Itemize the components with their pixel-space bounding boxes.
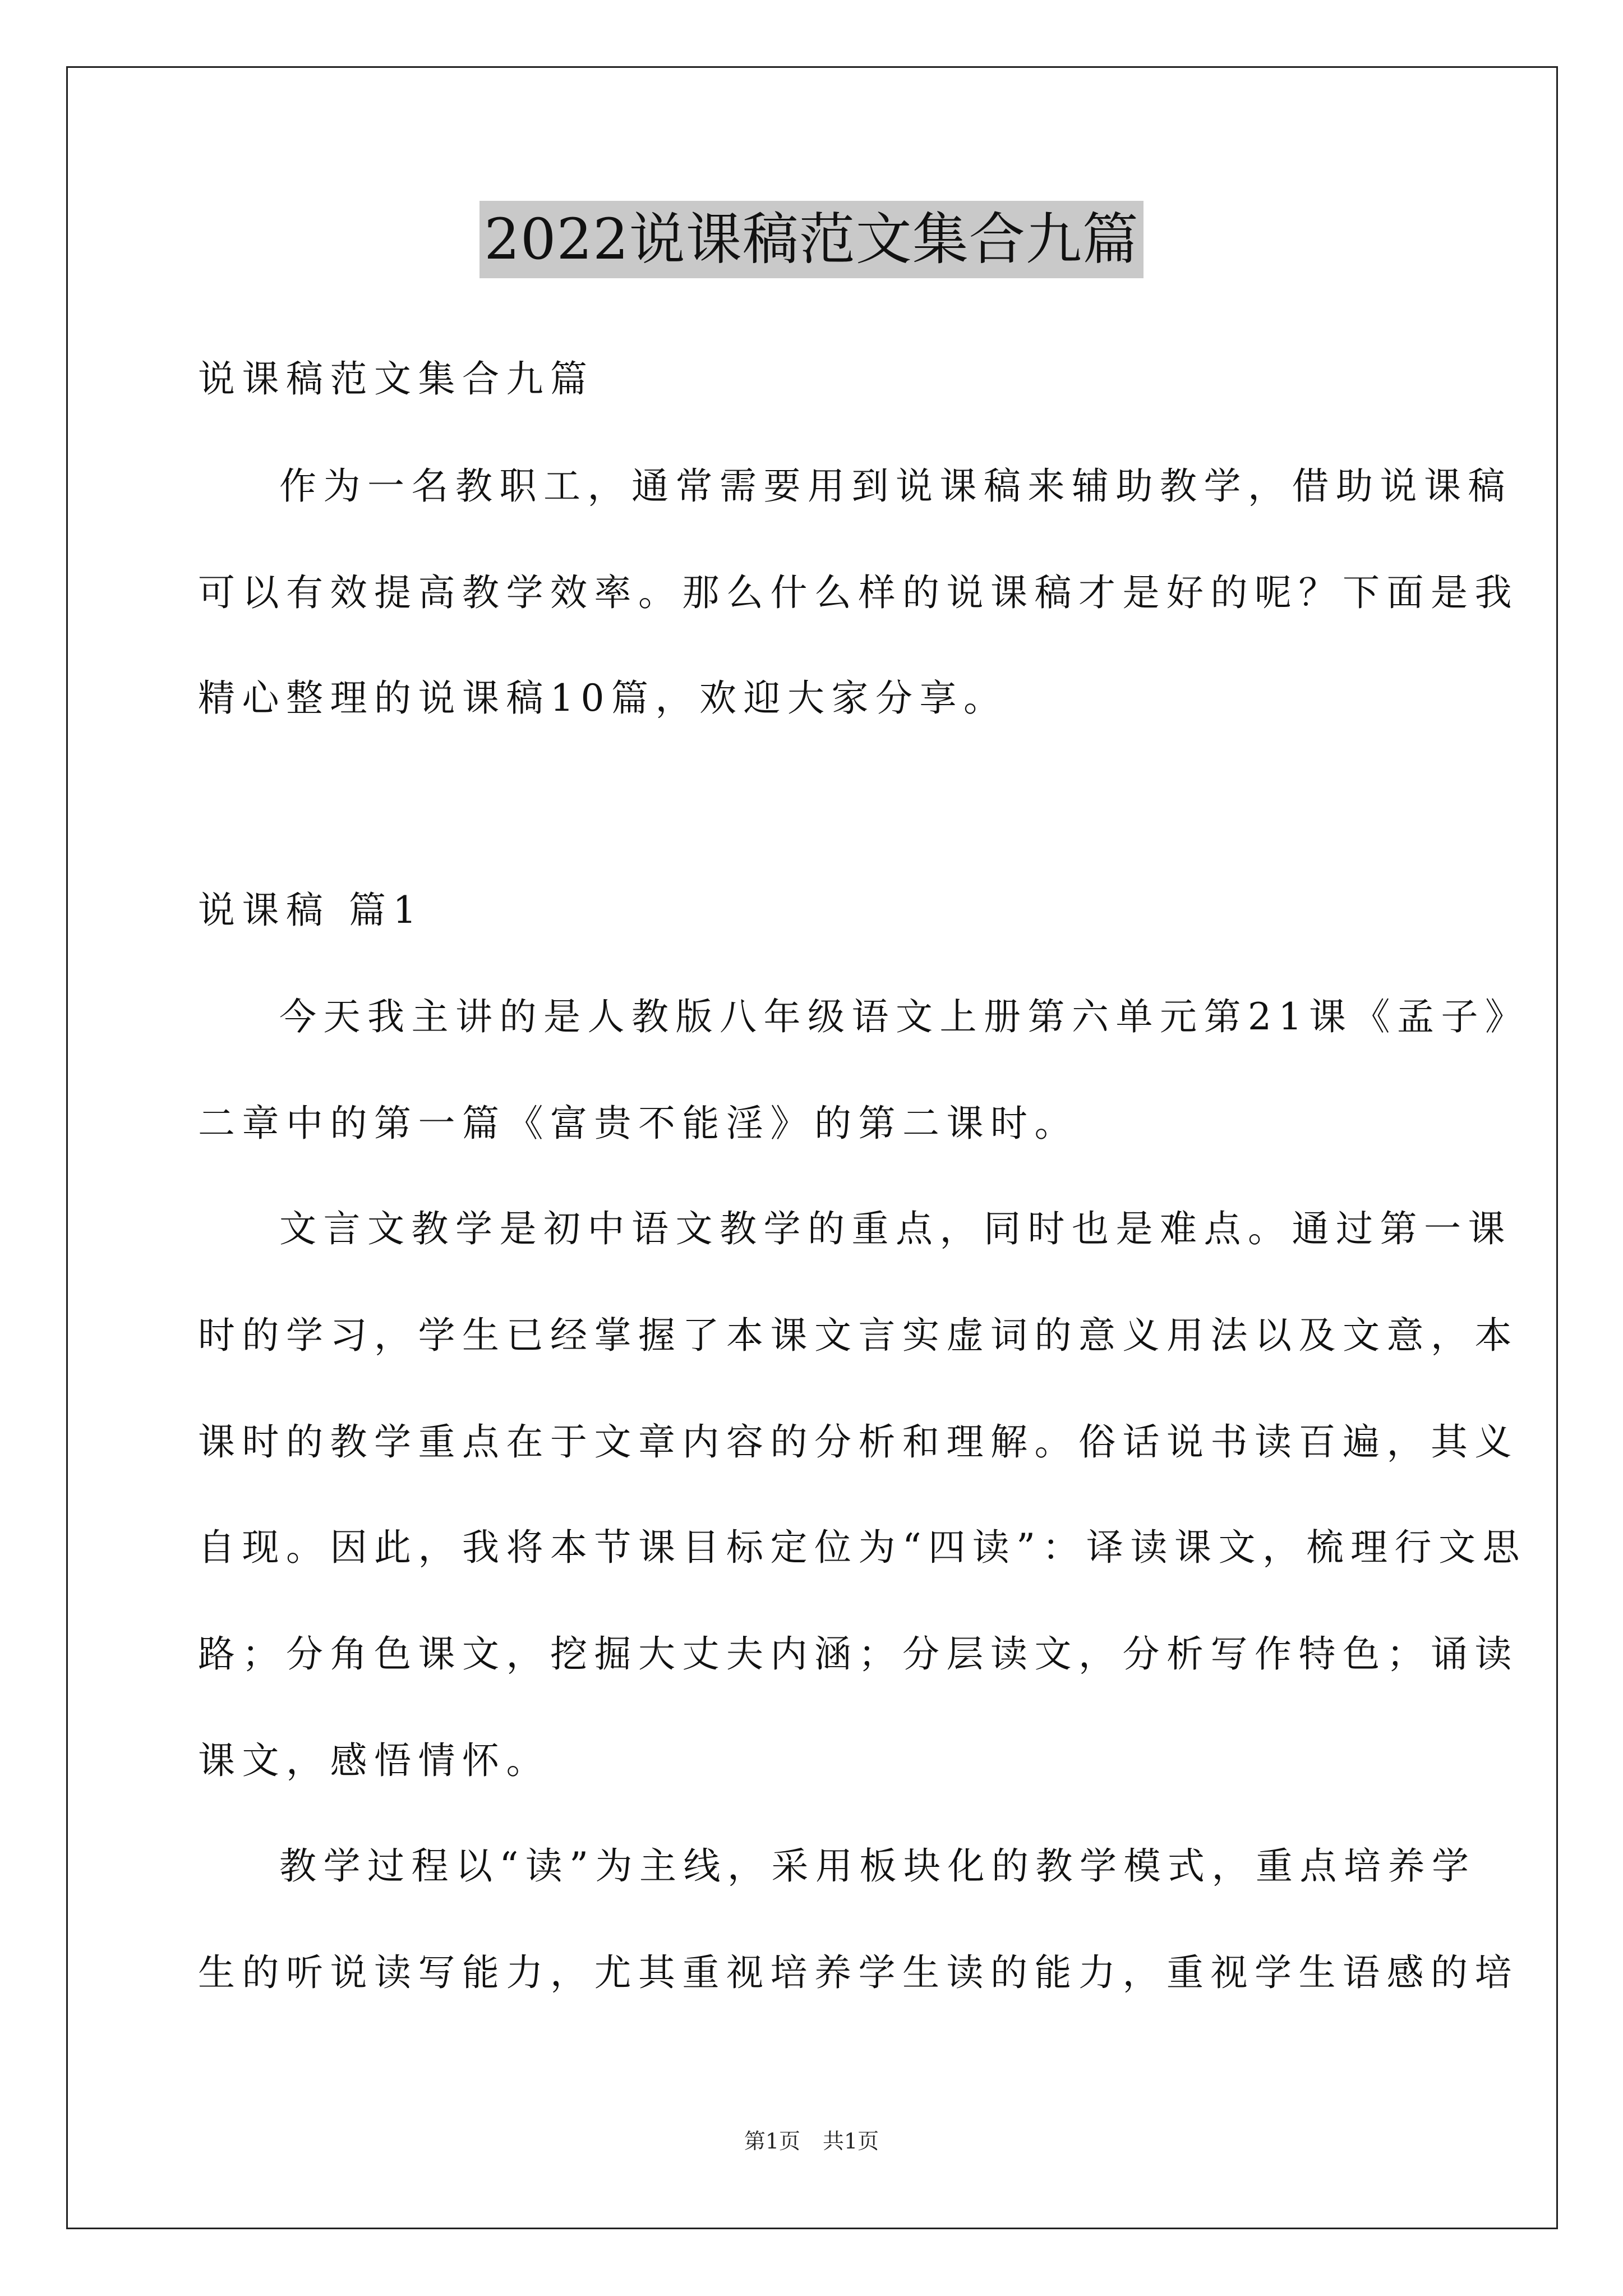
document-title: 2022说课稿范文集合九篇 [479,201,1144,278]
paragraph-line: 时的学习，学生已经掌握了本课文言实虚词的意义用法以及文意，本 [198,1314,1519,1357]
paragraph-line: 自现。因此，我将本节课目标定位为“四读”：译读课文，梳理行文思 [198,1526,1527,1569]
paragraph-line: 今天我主讲的是人教版八年级语文上册第六单元第21课《孟子》 [279,995,1529,1038]
paragraph-line: 二章中的第一篇《富贵不能淫》的第二课时。 [198,1102,1078,1145]
paragraph-line: 文言文教学是初中语文教学的重点，同时也是难点。通过第一课 [279,1207,1512,1250]
page-number: 第1页 [744,2129,800,2154]
document-subtitle: 说课稿范文集合九篇 [198,357,594,401]
page-footer [0,2127,1623,2155]
intro-line: 精心整理的说课稿10篇，欢迎大家分享。 [198,677,1008,720]
intro-line: 可以有效提高教学效率。那么什么样的说课稿才是好的呢？下面是我 [198,571,1519,614]
page-total: 共1页 [823,2129,879,2154]
paragraph-line: 生的听说读写能力，尤其重视培养学生读的能力，重视学生语感的培 [198,1951,1519,1994]
title-container [0,201,1623,278]
paragraph-line: 课时的教学重点在于文章内容的分析和理解。俗话说书读百遍，其义 [198,1420,1519,1464]
intro-line: 作为一名教职工，通常需要用到说课稿来辅助教学，借助说课稿 [279,464,1512,508]
paragraph-line: 教学过程以“读”为主线，采用板块化的教学模式，重点培养学 [279,1844,1476,1888]
section-heading: 说课稿 篇1 [198,889,423,932]
paragraph-line: 课文，感悟情怀。 [198,1739,550,1782]
paragraph-line: 路；分角色课文，挖掘大丈夫内涵；分层读文，分析写作特色；诵读 [198,1632,1519,1676]
